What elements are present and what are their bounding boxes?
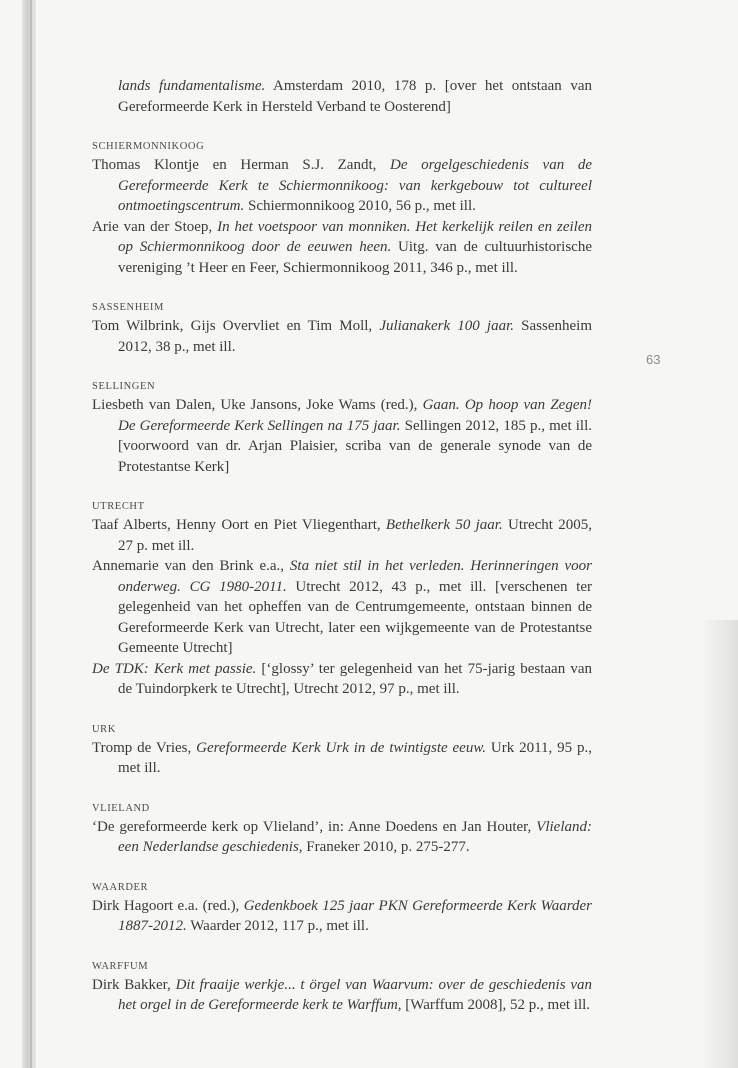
section-heading: SCHIERMONNIKOOG — [92, 141, 205, 152]
section-heading: SELLINGEN — [92, 381, 156, 392]
entry-title: lands fundamentalisme. — [118, 78, 266, 94]
section-heading: VLIELAND — [92, 802, 150, 814]
section-heading: UTRECHT — [92, 501, 145, 512]
entry-author: Tom Wilbrink, Gijs Overvliet en Tim Moll, — [92, 318, 380, 334]
entry-title: Vlieland: een Nederlandse geschiedenis, — [118, 818, 592, 855]
entry-title: Dit fraaije werkje... t örgel van Waarvum: over de geschiedenis van het orgel in de Gereformeerde kerk te Warffum, — [118, 976, 592, 1013]
entry-author: Dirk Bakker, — [92, 976, 176, 993]
bibliography-entry — [92, 395, 592, 477]
entry-title: Gereformeerde Kerk Urk in de twintigste eeuw. — [196, 739, 486, 756]
bibliography-entry — [92, 896, 592, 937]
book-spine-shadow — [22, 0, 36, 1068]
entry-title: In het voetspoor van monniken. Het kerkelijk reilen en zeilen op Schiermonnikoog door de eeuwen heen. — [118, 218, 592, 255]
entry-title: Sta niet stil in het verleden. Herinneringen voor onderweg. CG 1980-2011. — [118, 558, 592, 595]
entry-title: Bethelkerk 50 jaar. — [385, 517, 503, 533]
bibliography-sections — [92, 140, 592, 1016]
entry-details: Sassenheim 2012, 38 p., met ill. — [118, 318, 592, 355]
entry-author: Liesbeth van Dalen, Uke Jansons, Joke Wams (red.), — [92, 397, 423, 413]
entry-author: Arie van der Stoep, — [92, 218, 218, 235]
entry-details: Franeker 2010, p. 275-277. — [302, 839, 470, 855]
entry-title: Julianakerk 100 jaar. — [379, 318, 515, 334]
bibliography-entry — [92, 217, 592, 279]
entry-author: Thomas Klontje en Herman S.J. Zandt, — [92, 157, 391, 173]
bibliography-entry — [92, 515, 592, 556]
entry-details: Sellingen 2012, 185 p., met ill. [voorwoord van dr. Arjan Plaisier, scriba van de generale synode van de Protestantse Kerk] — [118, 417, 593, 475]
bibliography-content — [92, 76, 592, 1016]
bibliography-entry — [92, 817, 592, 858]
entry-author: Taaf Alberts, Henny Oort en Piet Vliegenthart, — [92, 517, 386, 533]
section-heading: SASSENHEIM — [92, 302, 164, 313]
entry-author: Tromp de Vries, — [92, 739, 197, 756]
entry-author: ‘De gereformeerde kerk op Vlieland’, in: Anne Doedens en Jan Houter, — [92, 818, 537, 835]
entry-details: Utrecht 2005, 27 p. met ill. — [118, 517, 592, 554]
section-heading: WARFFUM — [92, 960, 149, 972]
entry-details: [‘glossy’ ter gelegenheid van het 75-jarig bestaan van de Tuindorpkerk te Utrecht], Utrecht 2012, 97 p., met ill. — [118, 660, 593, 697]
entry-details: Urk 2011, 95 p., met ill. — [118, 739, 593, 776]
bibliography-entry — [92, 738, 592, 779]
entry-title: Gedenkboek 125 jaar PKN Gereformeerde Kerk Waarder 1887-2012. — [118, 897, 592, 934]
entry-author: Annemarie van den Brink e.a., — [92, 558, 290, 574]
bibliography-entry — [92, 316, 592, 357]
bibliography-entry — [92, 659, 592, 700]
bibliography-entry — [92, 155, 592, 217]
book-gutter-line — [30, 0, 32, 1068]
page-edge-shadow — [702, 620, 738, 1068]
entry-details: [Warffum 2008], 52 p., met ill. — [401, 997, 591, 1013]
entry-author: Dirk Hagoort e.a. (red.), — [92, 897, 244, 914]
page-number: 63 — [646, 352, 661, 367]
entry-details: Uitg. van de cultuurhistorische vereniging ’t Heer en Feer, Schiermonnikoog 2011, 346 p., met ill. — [118, 239, 592, 276]
entry-details: Utrecht 2012, 43 p., met ill. [verschenen ter gelegenheid van het opheffen van de Centrumgemeente, ontstaan binnen de Gereformeerde Kerk van Utrecht, later een wijkgemeente van de Protestantse Gemeente Utrecht] — [118, 578, 592, 656]
entry-details: Schiermonnikoog 2010, 56 p., met ill. — [244, 198, 476, 214]
entry-title: De orgelgeschiedenis van de Gereformeerde Kerk te Schiermonnikoog: van kerkgebouw tot cultureel ontmoetingscentrum. — [118, 157, 592, 214]
continued-entry — [92, 76, 592, 117]
section-heading: URK — [92, 723, 116, 735]
section-heading: WAARDER — [92, 881, 149, 893]
entry-details: Amsterdam 2010, 178 p. [over het ontstaan van Gereformeerde Kerk in Hersteld Verband te Oosterend] — [118, 78, 592, 115]
bibliography-entry — [92, 975, 592, 1016]
entry-title: Gaan. Op hoop van Zegen! De Gereformeerde Kerk Sellingen na 175 jaar. — [118, 397, 592, 434]
entry-details: Waarder 2012, 117 p., met ill. — [186, 918, 369, 934]
entry-title: De TDK: Kerk met passie. — [92, 660, 257, 677]
bibliography-entry — [92, 556, 592, 659]
